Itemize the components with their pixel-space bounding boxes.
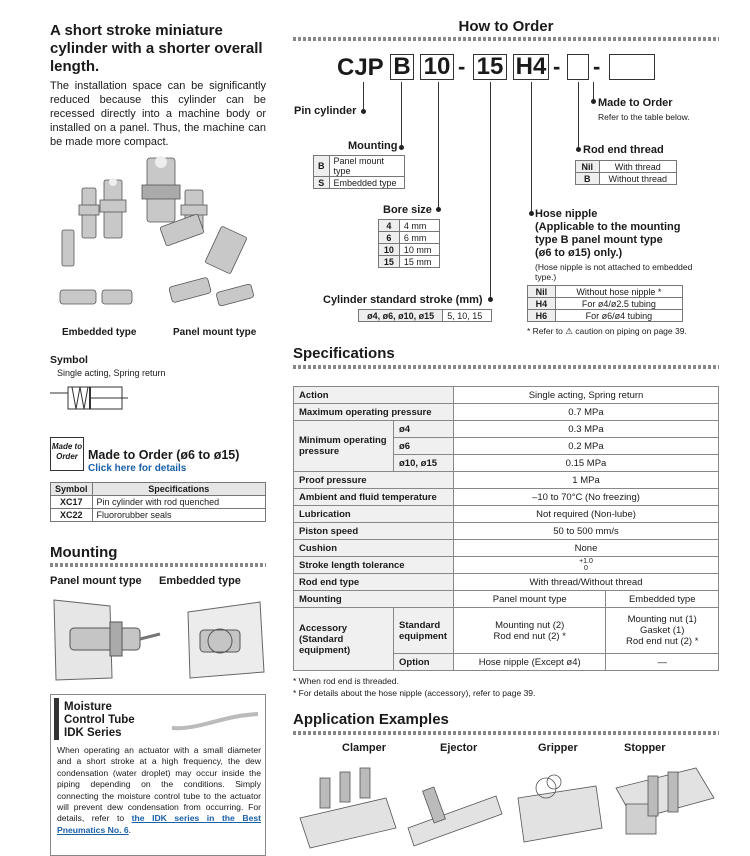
leader-dot: [591, 99, 596, 104]
table-row: XC17 Pin cylinder with rod quenched: [51, 496, 266, 509]
specs-title: Specifications: [293, 345, 395, 362]
app-gripper: Gripper: [538, 742, 578, 754]
code-bore: 10: [420, 54, 454, 80]
code-dash-2: -: [553, 54, 561, 79]
apps-title: Application Examples: [293, 711, 449, 728]
table-row: 6 6 mm: [379, 232, 440, 244]
hose-footnote: * Refer to ⚠ caution on piping on page 39.: [527, 326, 687, 336]
symbol-caption: Single acting, Spring return: [57, 368, 166, 378]
photo-label-embedded: Embedded type: [62, 327, 137, 338]
leader-dot: [576, 147, 581, 152]
bore-options-table: [378, 219, 440, 268]
table-row: Mounting Panel mount type Embedded type: [294, 591, 719, 608]
mounting-option-label: Mounting: [348, 140, 398, 152]
table-row: XC22 Fluororubber seals: [51, 509, 266, 522]
idk-link[interactable]: the IDK series in the Best Pneumatics No. 6: [57, 813, 261, 835]
hose-options-table: [527, 285, 683, 322]
warning-icon: ⚠: [565, 326, 573, 336]
tube-illustration: [170, 710, 260, 734]
table-row: B Panel mount type: [314, 156, 405, 177]
table-row: Rod end type With thread/Without thread: [294, 574, 719, 591]
table-row: H6 For ø6/ø4 tubing: [528, 310, 683, 322]
product-photo: [52, 150, 266, 322]
mounting-options-table: [313, 155, 405, 189]
table-row: ø10, ø15 0.15 MPa: [294, 455, 719, 472]
table-row: ø6 0.2 MPa: [294, 438, 719, 455]
table-row: Ambient and fluid temperature –10 to 70°C (No freezing): [294, 489, 719, 506]
leader-line: [531, 82, 532, 214]
code-hose: H4: [513, 54, 549, 80]
app-clamper: Clamper: [342, 742, 387, 754]
table-row: Proof pressure 1 MPa: [294, 472, 719, 489]
app-stopper: Stopper: [624, 742, 666, 754]
leader-dot: [436, 207, 441, 212]
table-row: Nil With thread: [576, 161, 677, 173]
mounting-title: Mounting: [50, 544, 118, 561]
leader-dot: [399, 145, 404, 150]
leader-line: [363, 82, 364, 112]
table-row: B Without thread: [576, 173, 677, 185]
table-row: 10 10 mm: [379, 244, 440, 256]
code-cjp: CJP: [337, 54, 384, 81]
table-row: 4 4 mm: [379, 220, 440, 232]
table-row: Minimum operating pressure ø4 0.3 MPa: [294, 421, 719, 438]
specs-table: [293, 386, 719, 671]
leader-line: [438, 82, 439, 210]
spec-note-1: * When rod end is threaded.: [293, 676, 399, 686]
symbol-title: Symbol: [50, 354, 88, 366]
mto-option-note: Refer to the table below.: [598, 112, 690, 122]
bore-size-label: Bore size: [383, 204, 432, 216]
mounting-illustration: [50, 592, 266, 684]
intro-text: The installation space can be significantly reduced because this cylinder can be recessed directly into a machine body or installed on a panel. Thus, the machine can be made more compact.: [50, 80, 266, 148]
specs-rule: [293, 365, 719, 369]
leader-dot: [361, 109, 366, 114]
pneumatic-symbol: [50, 383, 130, 413]
mto-badge: Made to Order: [50, 437, 84, 471]
moisture-title: Moisture Control Tube IDK Series: [64, 701, 135, 739]
code-dash-1: -: [458, 54, 466, 79]
mto-title: Made to Order (ø6 to ø15): [88, 448, 240, 462]
order-rule: [293, 37, 719, 41]
leader-line: [578, 82, 579, 150]
leader-line: [490, 82, 491, 300]
stroke-table: [358, 309, 492, 322]
mounting-embedded-label: Embedded type: [159, 575, 241, 587]
table-row: Cushion None: [294, 540, 719, 557]
order-title: How to Order: [458, 18, 554, 35]
table-row: 15 15 mm: [379, 256, 440, 268]
code-mto: [609, 54, 655, 80]
moisture-accent-bar: [54, 698, 59, 740]
leader-dot: [488, 297, 493, 302]
mto-table: Symbol Specifications XC17 Pin cylinder with rod quenched XC22 Fluororubber seals: [50, 482, 266, 522]
hose-nipple-label: Hose nipple (Applicable to the mounting type B panel mount type (ø6 to ø15) only.): [535, 208, 681, 259]
table-row: Option Hose nipple (Except ø4) —: [294, 654, 719, 671]
leader-dot: [529, 211, 534, 216]
table-row: S Embedded type: [314, 177, 405, 189]
leader-line: [401, 82, 402, 148]
table-row: Piston speed 50 to 500 mm/s: [294, 523, 719, 540]
mounting-rule: [50, 563, 266, 567]
stroke-label: Cylinder standard stroke (mm): [323, 294, 483, 306]
mto-option-label: Made to Order: [598, 97, 673, 109]
app-ejector: Ejector: [440, 742, 478, 754]
application-illustrations: [296, 758, 720, 850]
table-row: Stroke length tolerance +1.0 0: [294, 557, 719, 574]
code-dash-3: -: [593, 54, 601, 79]
headline: A short stroke miniature cylinder with a shorter overall length.: [50, 22, 263, 75]
hose-nipple-note: (Hose nipple is not attached to embedded type.): [535, 262, 693, 282]
moisture-body: When operating an actuator with a small diameter and a short stroke at a high frequency, the dew condensation (water droplet) may occur inside the piping depending on the conditions. Simply connecting the moisture control tube to the actuator will prevent dew condensation from occurring. For details, refer to the IDK series in the Best Pneumatics No. 6.: [57, 745, 261, 835]
pin-cylinder-label: Pin cylinder: [294, 105, 357, 117]
photo-label-panel: Panel mount type: [173, 327, 257, 338]
rod-end-table: [575, 160, 677, 185]
spec-note-2: * For details about the hose nipple (accessory), refer to page 39.: [293, 688, 536, 698]
table-row: ø4, ø6, ø10, ø15 5, 10, 15: [359, 310, 492, 322]
table-row: Nil Without hose nipple *: [528, 286, 683, 298]
code-rod-end: [567, 54, 589, 80]
apps-rule: [293, 731, 719, 735]
table-row: H4 For ø4/ø2.5 tubing: [528, 298, 683, 310]
table-row: Maximum operating pressure 0.7 MPa: [294, 404, 719, 421]
table-row: Accessory (Standard equipment) Standard equipment Mounting nut (2) Rod end nut (2) * Mounting nut (1) Gasket (1) Rod end nut (2) *: [294, 608, 719, 654]
code-stroke: 15: [473, 54, 507, 80]
table-row: Lubrication Not required (Non-lube): [294, 506, 719, 523]
mto-details-link[interactable]: Click here for details: [88, 463, 187, 474]
rod-end-label: Rod end thread: [583, 144, 664, 156]
code-mounting: B: [390, 54, 414, 80]
table-row: Action Single acting, Spring return: [294, 387, 719, 404]
mounting-panel-label: Panel mount type: [50, 575, 142, 587]
